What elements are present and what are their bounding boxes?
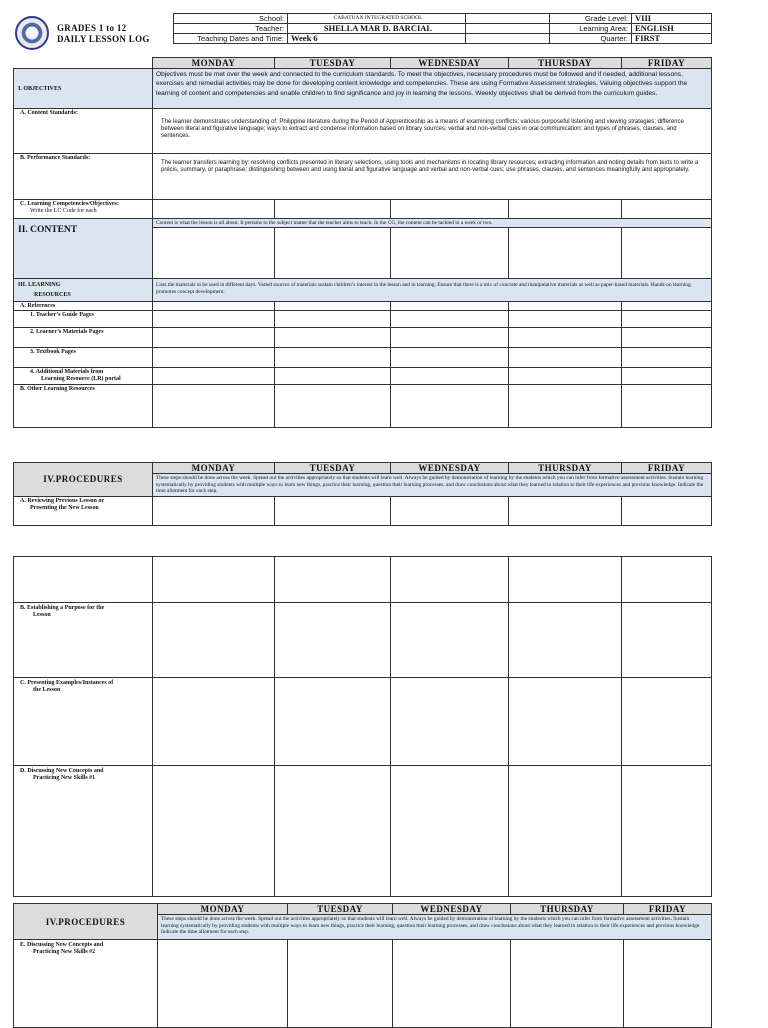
day-thursday-2: THURSDAY [509,463,622,474]
form-title-line1: GRADES 1 to 12 [57,23,127,33]
resources-note: Lists the materials to be used in different days. Varied sources of materials sustain children’s interest in the lesson and in learning. Ensure that there is a mix of concrete and manipulative materials as well as paper-based materials. Hands-on learning promotes concept development. [153,279,712,302]
teacher-value: SHELLA MAR D. BARCIAL [288,24,466,34]
day-wednesday-3: WEDNESDAY [393,904,511,915]
content-heading: II. CONTENT [18,225,78,235]
day-tuesday-3: TUESDAY [288,904,393,915]
discussing-concepts-1-line2: Practicing New Skills #1 [33,775,96,781]
area-label: Learning Area: [550,24,632,34]
day-tuesday: TUESDAY [275,58,391,69]
establishing-purpose-label [14,603,153,678]
grade-value: VIII [632,14,712,24]
procedures-note-2: These steps should be done across the week. Spread out the activities appropriately so that students will learn well. Always be guided by demonstration of learning by the students which you can infer from formative assessment activities. Sustain learning systematically by providing students with multiple ways to learn new things, practice their learning, question their learning processes, and draw conclusions about what they learned in relation to their life experiences and previous knowledge. Indicate the time allotment for each step. [158,915,712,940]
discussing-concepts-1-label [14,766,153,897]
school-label: School: [174,14,288,24]
day-monday: MONDAY [153,58,275,69]
performance-standards-label: B. Performance Standards: [14,154,153,200]
performance-standards-text: The learner transfers learning by: resolving conflicts presented in literary selections; using tools and mechanisms in locating library resources; extracting information and noting details from texts to write a précis, summary, or paraphrase; distinguishing between and using literal and figurative language and verbal and non-verbal cues; use phrases, clauses, and sentences meaningfully and appropriately. [153,154,712,200]
content-standards-label: A. Content Standards: [14,109,153,154]
content-standards-text: The learner demonstrates understanding of: Philippine literature during the Period of Apprenticeship as a means of examining conflicts; various purposeful listening and viewing strategies; difference between literal and figurative language; ways to extract and condense information based on library sources; verbal and non-verbal cues in oral communication; and types of phrases, clauses, and sentences. [153,109,712,154]
other-resources-label: B. Other Learning Resources [14,385,153,428]
lr-portal-label [14,368,153,385]
establishing-purpose-line1: B. Establishing a Purpose for the [20,605,105,611]
competencies-label [14,200,153,219]
presenting-examples-line1: C. Presenting Examples/Instances of [20,680,114,686]
textbook-pages-label: 3. Textbook Pages [14,348,153,368]
resources-heading [14,279,153,302]
quarter-label: Quarter: [550,34,632,44]
presenting-examples-label [14,678,153,766]
procedures-table-3 [13,903,712,1028]
teacher-label: Teacher: [174,24,288,34]
procedures-table-2 [13,556,712,897]
school-value: CABATUAN INTEGRATED SCHOOL [288,14,466,24]
deped-seal-logo [15,16,49,50]
procedures-heading-1: IV.PROCEDURES [14,463,153,497]
day-friday: FRIDAY [622,58,712,69]
lr-portal-line2: Learning Resource (LR) portal [41,376,121,382]
content-heading-cell [14,219,153,279]
content-note: Content is what the lesson is all about. It pertains to the subject matter that the teacher aims to teach. In the CG, the content can be tackled in a week or two. [153,219,712,228]
procedures-table-1 [13,462,712,526]
reviewing-lesson-label [14,496,153,525]
lr-portal-line1: 4. Additional Materials from [30,369,104,375]
day-monday-3: MONDAY [158,904,288,915]
establishing-purpose-line2: Lesson [33,612,51,618]
teachers-guide-label: 1. Teacher’s Guide Pages [14,311,153,328]
reviewing-lesson-line2: Presenting the New Lesson [30,504,99,511]
references-label: A. References [14,302,153,311]
header-table [173,13,712,44]
learners-materials-label: 2. Learner’s Materials Pages [14,328,153,348]
form-title-line2: DAILY LESSON LOG [57,34,150,44]
day-friday-3: FRIDAY [624,904,712,915]
resources-heading-line2: RESOURCES [34,292,71,298]
discussing-concepts-2-line2: Practicing New Skills #2 [33,949,96,955]
presenting-examples-line2: the Lesson [33,687,61,693]
objectives-table [13,57,712,428]
competencies-sub-text: Write the LC Code for each [30,208,97,214]
resources-heading-line1: III. LEARNING [18,282,61,288]
objectives-note: Objectives must be met over the week and connected to the curriculum standards. To meet the objectives, necessary procedures must be followed and if needed, additional lessons, exercises and remedial activities may be done for developing content knowledge and competencies. These are using Formative Assessment strategies. Valuing objectives support the learning of content and competencies and enable children to find significance and joy in learning the lessons. Weekly objectives shall be derived from the curriculum guides. [153,69,712,109]
day-thursday: THURSDAY [509,58,622,69]
objectives-heading: I. OBJECTIVES [14,69,153,109]
day-wednesday: WEDNESDAY [391,58,509,69]
dates-label: Teaching Dates and Time: [174,34,288,44]
discussing-concepts-1-line1: D. Discussing New Concepts and [20,768,104,774]
day-tuesday-2: TUESDAY [275,463,391,474]
form-title [57,23,150,45]
dates-value: Week 6 [288,34,466,44]
competencies-label-text: C. Learning Competencies/Objectives: [20,201,119,207]
grade-label: Grade Level: [550,14,632,24]
quarter-value: FIRST [632,34,712,44]
discussing-concepts-2-label [14,940,158,1028]
procedures-heading-2: IV.PROCEDURES [14,904,158,940]
day-thursday-3: THURSDAY [511,904,624,915]
area-value: ENGLISH [632,24,712,34]
discussing-concepts-2-line1: E. Discussing New Concepts and [20,942,104,948]
reviewing-lesson-line1: A. Reviewing Previous Lesson or [20,497,105,504]
procedures-note-1: These steps should be done across the week. Spread out the activities appropriately so that students will learn well. Always be guided by demonstration of learning by the students which you can infer from formative assessment activities. Sustain learning systematically by providing students with multiple ways to learn new things, practice their learning, question their learning processes, and draw conclusions about what they learned in relation to their life experiences and previous knowledge. Indicate the time allotment for each step. [153,474,712,497]
day-monday-2: MONDAY [153,463,275,474]
day-friday-2: FRIDAY [622,463,712,474]
day-wednesday-2: WEDNESDAY [391,463,509,474]
